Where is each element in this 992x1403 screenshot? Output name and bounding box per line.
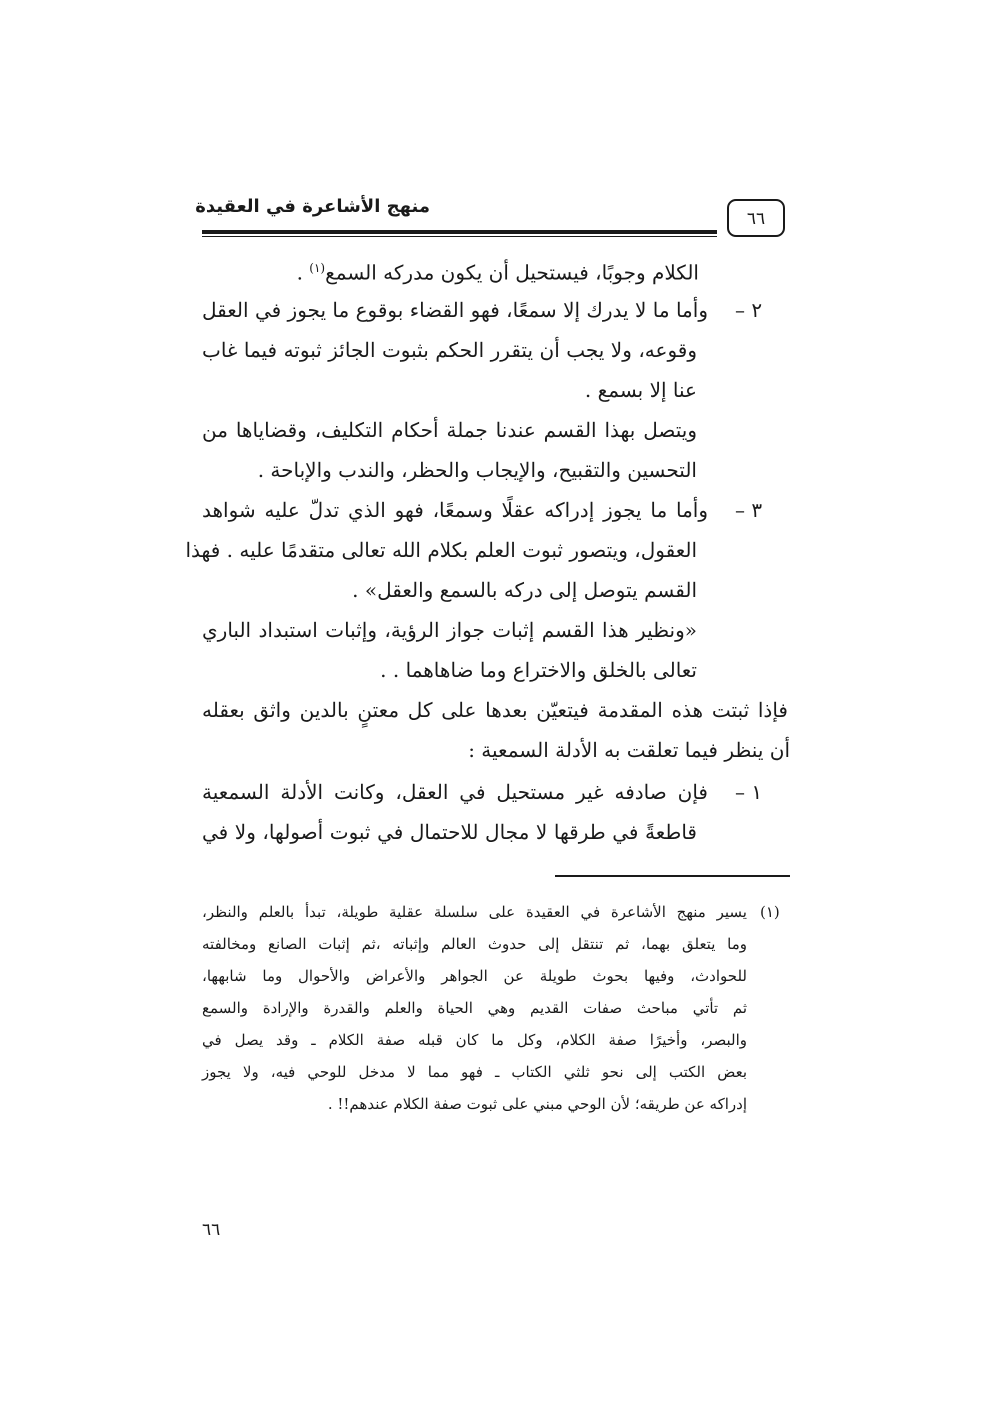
body-line-1 [296,254,699,285]
item-3-number: ٣ – [735,498,763,522]
footnote-line-5: والبصر، وأخيرًا صفة الكلام، وكل ما كان قبله صفة الكلام ـ وقد يصل في [202,1031,747,1049]
footnote-separator [555,875,790,877]
body-line-7: وأما ما يجوز إدراكه عقلًا وسمعًا، فهو الذي تدلّ عليه شواهد [202,498,708,522]
footnote-line-1: يسير منهج الأشاعرة في العقيدة على سلسلة عقلية طويلة، تبدأ بالعلم والنظر، [202,903,747,921]
footnote-line-6: بعض الكتب إلى نحو ثلثي الكتاب ـ فهو مما لا مدخل للوحي فيه، ولا يجوز [202,1063,747,1081]
item-1-number: ١ – [735,780,763,804]
body-line-12: فإذا ثبتت هذه المقدمة فيتعيّن بعدها على كل معتنٍ بالدين واثق بعقله [202,698,788,722]
footnote-line-3: للحوادث، وفيها بحوث طويلة عن الجواهر والأعراض والأحوال وما شابهها، [202,967,747,985]
footnote-line-2: وما يتعلق بهما، ثم تنتقل إلى حدوث العالم وإثباته ،ثم إثبات الصانع ومخالفته [202,935,747,953]
body-line-8: العقول، ويتصور ثبوت العلم بكلام الله تعالى متقدمًا عليه . فهذا [185,538,697,562]
body-line-5: ويتصل بهذا القسم عندنا جملة أحكام التكليف، وقضاياها من [202,418,697,442]
footnote-number: (١) [760,903,780,921]
body-line-10: «ونظير هذا القسم إثبات جواز الرؤية، وإثبات استبداد الباري [202,618,697,642]
item-2-number: ٢ – [735,298,763,322]
header-rule-thick [202,230,717,234]
footnote-ref: (١) [309,261,326,275]
footnote-line-4: ثم تأتي مباحث صفات القديم وهي الحياة والعلم والقدرة والإرادة والسمع [202,999,747,1017]
body-line-15: قاطعةً في طرقها لا مجال للاحتمال في ثبوت أصولها، ولا في [202,820,697,844]
body-line-1-end: . [296,260,310,285]
body-line-6: التحسين والتقبيح، والإيجاب والحظر، والندب والإباحة . [257,458,697,482]
body-line-3: وقوعه، ولا يجب أن يتقرر الحكم بثبوت الجائز ثبوته فيما غاب [202,338,697,362]
body-line-4: عنا إلا بسمع . [584,378,697,402]
footnote-line-7: إدراكه عن طريقه؛ لأن الوحي مبني على ثبوت صفة الكلام عندهم!! . [327,1095,747,1113]
running-header-title: منهج الأشاعرة في العقيدة [195,196,430,217]
body-line-11: تعالى بالخلق والاختراع وما ضاهاهما . . [380,658,697,682]
body-line-9: القسم يتوصل إلى دركه بالسمع والعقل» . [352,578,697,602]
header-page-number: ٦٦ [727,199,785,237]
body-line-2: وأما ما لا يدرك إلا سمعًا، فهو القضاء بوقوع ما يجوز في العقل [202,298,708,322]
body-line-14: فإن صادفه غير مستحيل في العقل، وكانت الأدلة السمعية [202,780,708,804]
footer-page-number: ٦٦ [202,1220,221,1240]
body-line-1-text: الكلام وجوبًا، فيستحيل أن يكون مدركه السمع [325,260,699,285]
header-rule-thin [202,236,717,237]
body-line-13: أن ينظر فيما تعلقت به الأدلة السمعية : [468,738,790,762]
